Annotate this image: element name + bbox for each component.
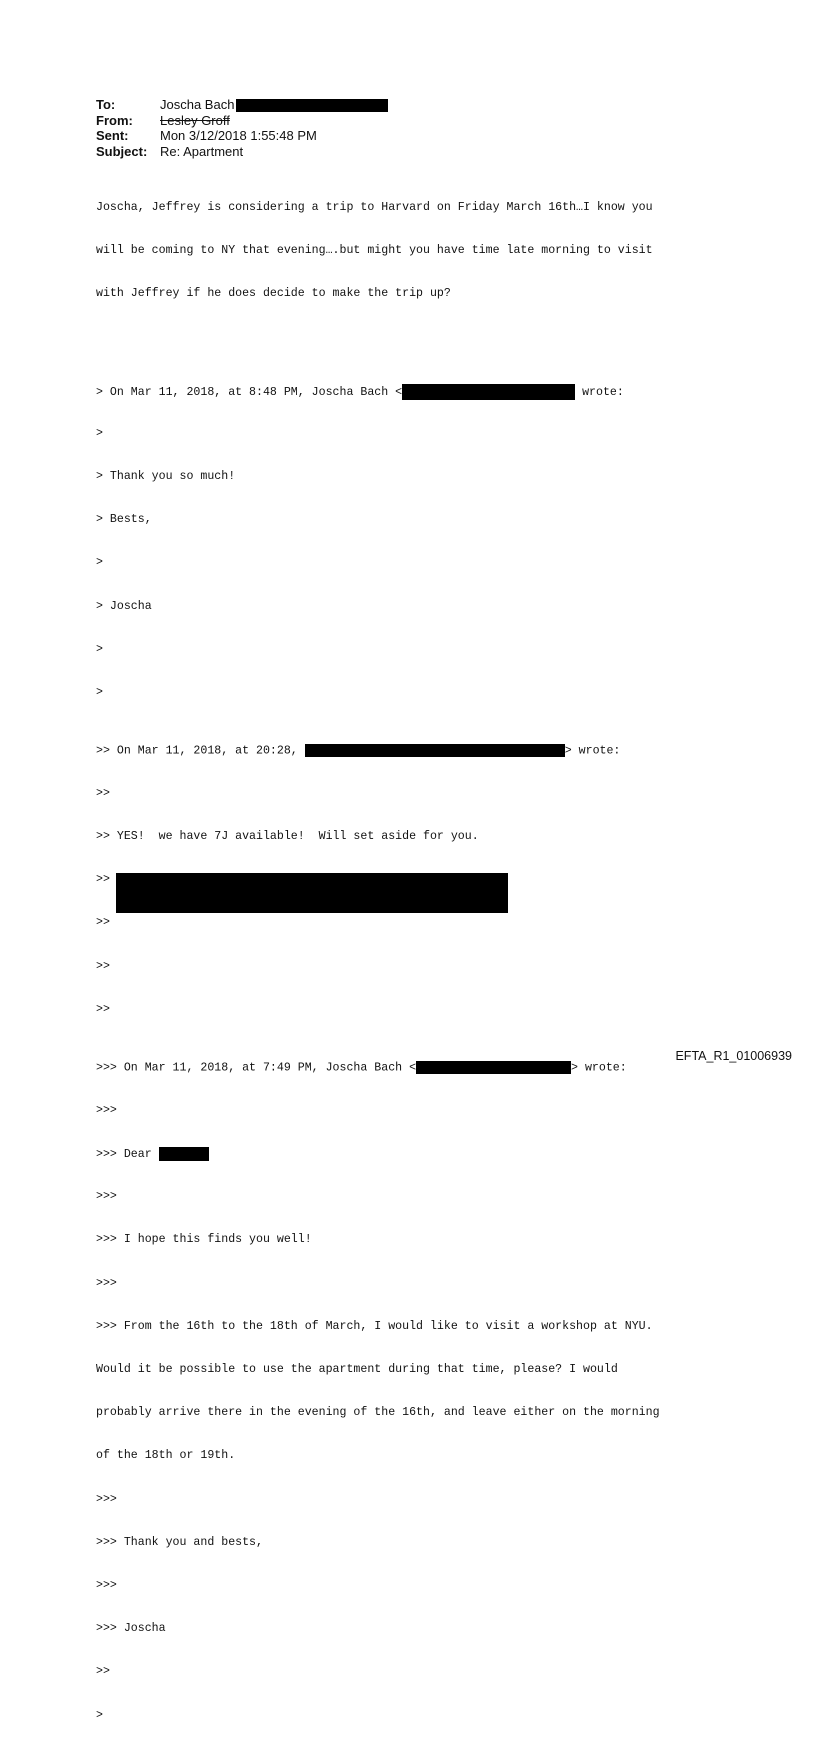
to-name: Joscha Bach: [160, 97, 235, 112]
body-line: Joscha, Jeffrey is considering a trip to Harvard on Friday March 16th…I know you: [96, 200, 653, 214]
subject-label: Subject:: [96, 143, 148, 159]
quote-header: [96, 384, 756, 398]
quote-marker: >>: [96, 873, 110, 887]
quote-line: >: [96, 642, 103, 656]
quote-line: >>>: [96, 1276, 117, 1290]
quote-line: >>>: [96, 1578, 117, 1592]
email-header: [96, 97, 388, 159]
quote-line: >: [96, 426, 103, 440]
quote-line: [96, 873, 756, 887]
redaction-bar: [402, 384, 575, 400]
redaction-bar: [305, 744, 565, 757]
from-value: Lesley Groff: [160, 112, 230, 128]
quote-line: > Bests,: [96, 513, 152, 527]
from-row: [96, 113, 388, 129]
email-body: [96, 172, 756, 1752]
quote-line: >>: [96, 1665, 110, 1679]
subject-value: Re: Apartment: [160, 143, 244, 159]
subject-row: [96, 144, 388, 160]
quote-line: probably arrive there in the evening of the 16th, and leave either on the morning: [96, 1406, 660, 1420]
quote-header-text: >> On Mar 11, 2018, at 20:28,: [96, 744, 305, 758]
to-label: To:: [96, 97, 116, 112]
sent-value: Mon 3/12/2018 1:55:48 PM: [160, 128, 317, 143]
quote-line: >>: [96, 959, 110, 973]
body-line: will be coming to NY that evening….but might you have time late morning to visit: [96, 244, 653, 258]
sent-row: [96, 128, 388, 144]
quote-header-tail: > wrote:: [564, 744, 621, 758]
redaction-bar: [236, 99, 388, 112]
quote-line: >>> Thank you and bests,: [96, 1535, 263, 1549]
quote-line: >>>: [96, 1190, 117, 1204]
from-label: From:: [96, 112, 133, 128]
redaction-block: [116, 873, 508, 913]
quote-line: >>> From the 16th to the 18th of March, I would like to visit a workshop at NYU.: [96, 1319, 653, 1333]
quote-line: >>> Joscha: [96, 1622, 166, 1636]
redaction-bar: [159, 1147, 209, 1161]
quote-line: >> YES! we have 7J available! Will set aside for you.: [96, 830, 479, 844]
quote-greeting: >>> Dear: [96, 1147, 159, 1161]
quote-line: > Joscha: [96, 599, 152, 613]
quote-line: >: [96, 556, 103, 570]
sent-label: Sent:: [96, 128, 129, 143]
quote-line: >>: [96, 1002, 110, 1016]
quote-header-text: >>> On Mar 11, 2018, at 7:49 PM, Joscha Bach <: [96, 1061, 417, 1075]
to-value: [160, 97, 388, 113]
quote-line: of the 18th or 19th.: [96, 1449, 236, 1463]
to-row: [96, 97, 388, 113]
quote-line: >>: [96, 916, 110, 930]
quote-line: >>>: [96, 1492, 117, 1506]
quote-line: >>>: [96, 1103, 117, 1117]
quote-line: >: [96, 686, 103, 700]
quote-line: [96, 1147, 756, 1161]
quote-header-tail: > wrote:: [571, 1061, 627, 1075]
quote-line: Would it be possible to use the apartment during that time, please? I would: [96, 1362, 618, 1376]
document-id: EFTA_R1_01006939: [675, 1049, 792, 1063]
quote-line: >>> I hope this finds you well!: [96, 1233, 312, 1247]
quote-header-tail: wrote:: [575, 385, 624, 399]
quote-header: [96, 744, 756, 758]
quote-line: > Thank you so much!: [96, 470, 236, 484]
redaction-bar: [416, 1061, 571, 1074]
quote-line: >>: [96, 786, 110, 800]
body-line: with Jeffrey if he does decide to make the trip up?: [96, 287, 451, 301]
quote-line: >: [96, 1708, 103, 1722]
quote-header-text: > On Mar 11, 2018, at 8:48 PM, Joscha Bach <: [96, 385, 403, 399]
